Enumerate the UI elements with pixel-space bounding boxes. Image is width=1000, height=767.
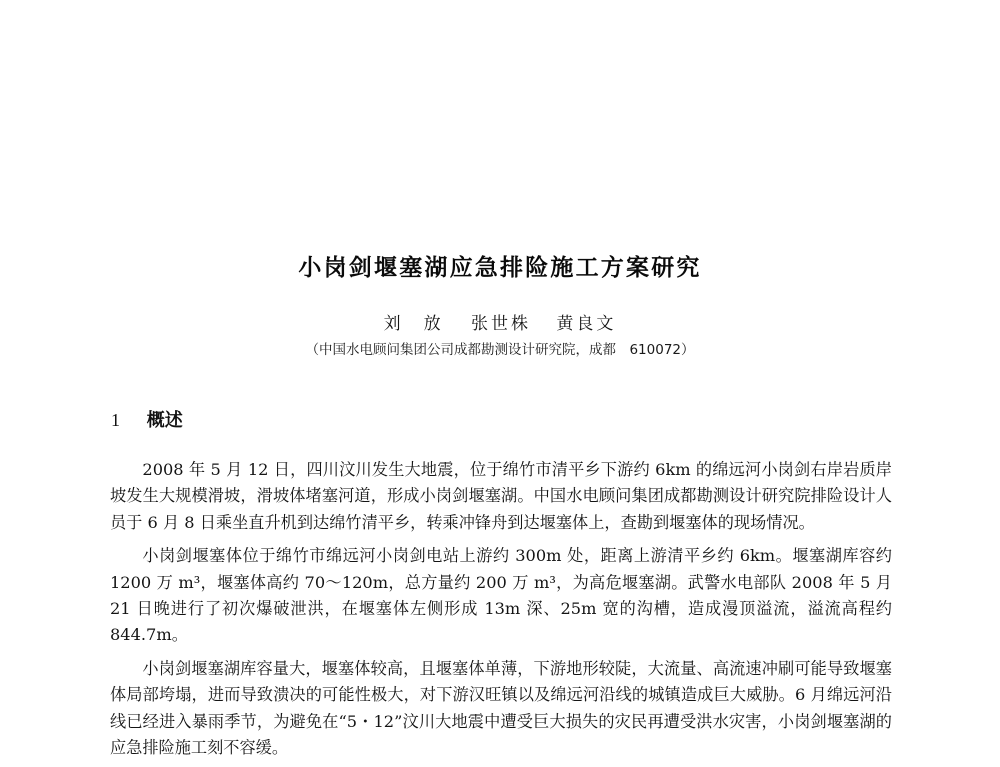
- section-body: [110, 457, 892, 761]
- paragraph: 小岗剑堰塞体位于绵竹市绵远河小岗剑电站上游约 300m 处，距离上游清平乡约 6km。堰塞湖库容约 1200 万 m³，堰塞体高约 70～120m，总方量约 200 万 m³，为高危堰塞湖。武警水电部队 2008 年 5 月 21 日晚进行了初次爆破泄洪，在堰塞体左侧形成 13m 深、25m 宽的沟槽，造成漫顶溢流，溢流高程约 844.7m。: [110, 546, 892, 645]
- paragraph: 2008 年 5 月 12 日，四川汶川发生大地震，位于绵竹市清平乡下游约 6km 的绵远河小岗剑右岸岩质岸坡发生大规模滑坡，滑坡体堵塞河道，形成小岗剑堰塞湖。中国水电顾问集团成都勘测设计研究院排险设计人员于 6 月 8 日乘坐直升机到达绵竹清平乡，转乘冲锋舟到达堰塞体上，查勘到堰塞体的现场情况。: [110, 460, 892, 532]
- paper-title: 小岗剑堰塞湖应急排险施工方案研究: [298, 255, 702, 281]
- paragraph: 小岗剑堰塞湖库容量大，堰塞体较高，且堰塞体单薄，下游地形较陡，大流量、高流速冲刷可能导致堰塞体局部垮塌，进而导致溃决的可能性极大，对下游汉旺镇以及绵远河沿线的城镇造成巨大威胁。6 月绵远河沿线已经进入暴雨季节，为避免在“5・12”汶川大地震中遭受巨大损失的灾民再遭受洪水灾害，小岗剑堰塞湖的应急排险施工刻不容缓。: [110, 658, 892, 758]
- author-name: 张世株: [471, 314, 531, 334]
- author-name: 黄良文: [556, 314, 617, 334]
- author-list: [0, 312, 1000, 336]
- section-title: 概述: [146, 410, 183, 431]
- author-name: 刘 放: [383, 314, 444, 334]
- author-affiliation: （中国水电顾问集团公司成都勘测设计研究院，成都 610072）: [305, 342, 695, 358]
- section-heading: [111, 407, 183, 434]
- section-number: 1: [111, 410, 120, 430]
